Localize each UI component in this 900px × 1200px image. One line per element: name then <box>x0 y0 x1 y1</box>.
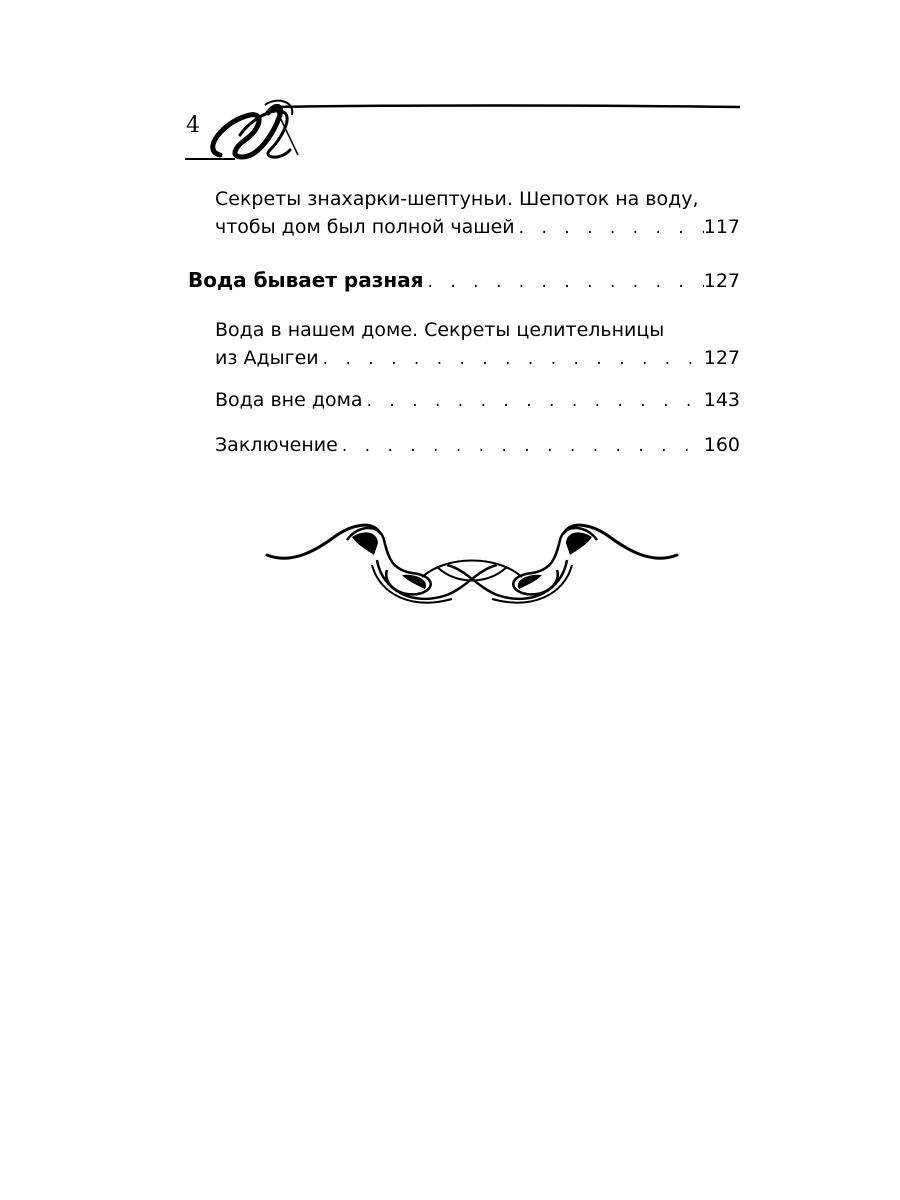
toc-entry-title-line: из Адыгеи <box>215 347 319 369</box>
toc-entry[interactable] <box>215 316 740 373</box>
toc-entry[interactable] <box>215 185 740 242</box>
dot-leader <box>363 387 704 415</box>
dot-leader <box>515 214 704 242</box>
toc-entry-title-line: Вода в нашем доме. Секреты целительницы <box>215 319 665 341</box>
toc-page-number: 143 <box>703 389 740 411</box>
footer-ribbon-ornament <box>262 515 682 610</box>
toc-chapter-title: Вода бывает разная <box>188 268 424 292</box>
toc-entry-title-line: чтобы дом был полной чашей <box>215 216 515 238</box>
toc-entry[interactable] <box>215 431 740 460</box>
toc-entry-title: Заключение <box>215 434 338 456</box>
toc-page-number: 160 <box>703 434 740 456</box>
toc-page-number: 127 <box>703 270 740 292</box>
toc-page-number: 127 <box>703 347 740 369</box>
header-flourish-ornament <box>180 95 750 170</box>
dot-leader <box>338 432 704 460</box>
toc-entry[interactable] <box>215 386 740 415</box>
toc-page-number: 117 <box>703 216 740 238</box>
toc-entry-title-line: Секреты знахарки-шептуньи. Шепоток на воду, <box>215 188 699 210</box>
dot-leader <box>424 268 704 296</box>
dot-leader <box>319 345 704 373</box>
toc-chapter-entry[interactable] <box>188 266 740 296</box>
toc-entry-title: Вода вне дома <box>215 389 363 411</box>
page-number: 4 <box>186 113 200 138</box>
